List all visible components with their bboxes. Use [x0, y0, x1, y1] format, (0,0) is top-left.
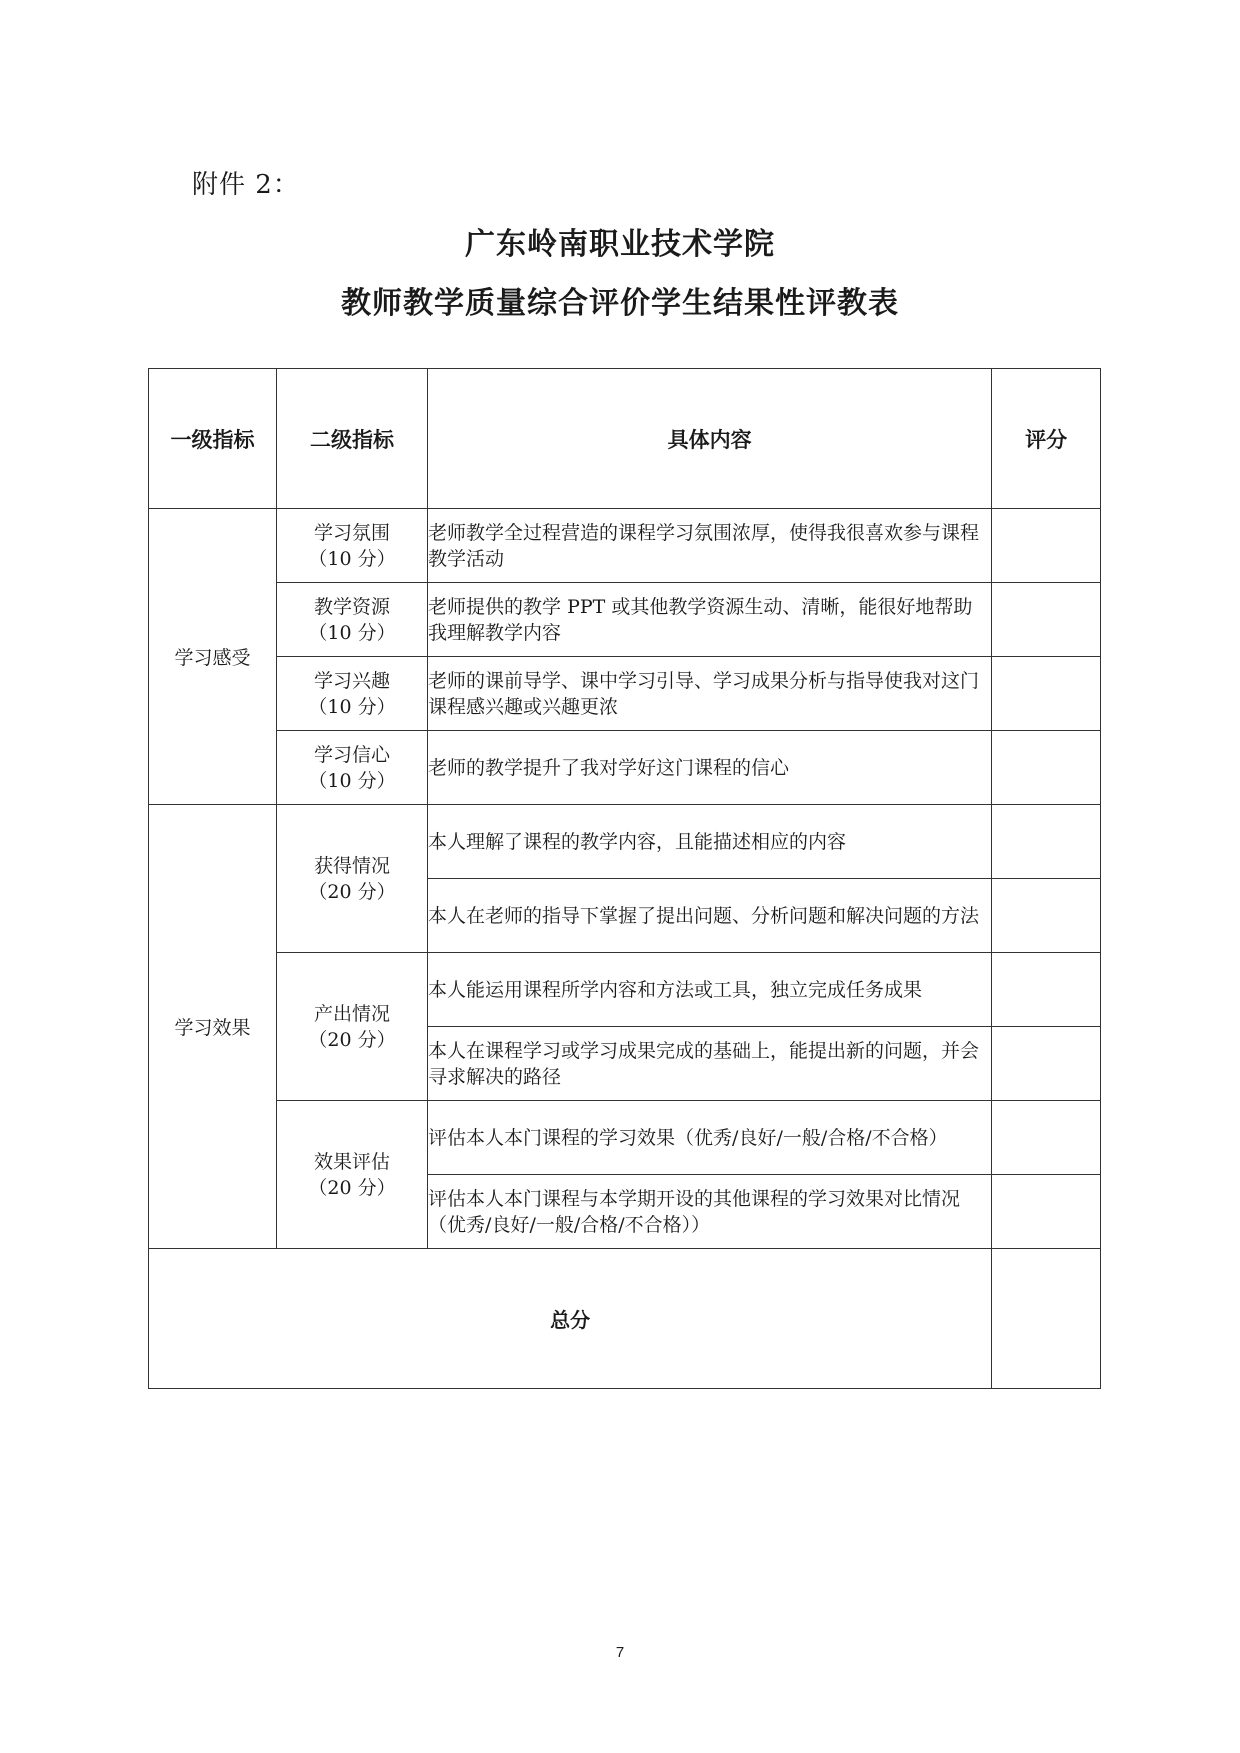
header-content: 具体内容: [428, 369, 992, 509]
table-row: [149, 657, 1101, 731]
table-row: [149, 805, 1101, 879]
level2-name: 学习信心: [313, 743, 390, 766]
content-cell: 老师提供的教学 PPT 或其他教学资源生动、清晰，能很好地帮助我理解教学内容: [428, 583, 992, 657]
score-cell[interactable]: [992, 879, 1101, 953]
level2-points: （20 分）: [308, 880, 396, 903]
form-title: 教师教学质量综合评价学生结果性评教表: [341, 286, 899, 321]
content-cell: 本人能运用课程所学内容和方法或工具，独立完成任务成果: [428, 953, 992, 1027]
score-cell[interactable]: [992, 657, 1101, 731]
institution-title: 广东岭南职业技术学院: [465, 227, 775, 262]
level2-points: （20 分）: [308, 1176, 396, 1199]
level2-name: 产出情况: [313, 1002, 390, 1025]
level2-name: 效果评估: [313, 1150, 390, 1173]
total-label: 总分: [149, 1249, 992, 1389]
content-cell: 评估本人本门课程的学习效果（优秀/良好/一般/合格/不合格）: [428, 1101, 992, 1175]
header-level2: 二级指标: [276, 369, 427, 509]
content-cell: 本人在课程学习或学习成果完成的基础上，能提出新的问题，并会寻求解决的路径: [428, 1027, 992, 1101]
level1-cell: 学习感受: [149, 509, 277, 805]
page-number: 7: [615, 1644, 625, 1661]
level2-name: 学习兴趣: [313, 669, 390, 692]
score-cell[interactable]: [992, 805, 1101, 879]
level2-cell: [276, 509, 427, 583]
score-cell[interactable]: [992, 1101, 1101, 1175]
level2-name: 学习氛围: [313, 521, 390, 544]
score-cell[interactable]: [992, 1027, 1101, 1101]
level2-cell: [276, 1101, 427, 1249]
table-row: [149, 583, 1101, 657]
level2-points: （10 分）: [308, 621, 396, 644]
total-row: [149, 1249, 1101, 1389]
content-cell: 本人理解了课程的教学内容，且能描述相应的内容: [428, 805, 992, 879]
level2-points: （20 分）: [308, 1028, 396, 1051]
level2-name: 教学资源: [313, 595, 390, 618]
content-cell: 老师的课前导学、课中学习引导、学习成果分析与指导使我对这门课程感兴趣或兴趣更浓: [428, 657, 992, 731]
level2-cell: [276, 953, 427, 1101]
total-score-cell[interactable]: [992, 1249, 1101, 1389]
score-cell[interactable]: [992, 583, 1101, 657]
score-cell[interactable]: [992, 1175, 1101, 1249]
content-cell: 本人在老师的指导下掌握了提出问题、分析问题和解决问题的方法: [428, 879, 992, 953]
table-row: [149, 509, 1101, 583]
content-cell: 老师的教学提升了我对学好这门课程的信心: [428, 731, 992, 805]
level2-cell: [276, 583, 427, 657]
level2-points: （10 分）: [308, 547, 396, 570]
level2-points: （10 分）: [308, 695, 396, 718]
level2-name: 获得情况: [313, 854, 390, 877]
content-cell: 评估本人本门课程与本学期开设的其他课程的学习效果对比情况（优秀/良好/一般/合格/不合格））: [428, 1175, 992, 1249]
content-cell: 老师教学全过程营造的课程学习氛围浓厚，使得我很喜欢参与课程教学活动: [428, 509, 992, 583]
score-cell[interactable]: [992, 953, 1101, 1027]
table-header-row: [149, 369, 1101, 509]
header-level1: 一级指标: [149, 369, 277, 509]
table-row: [149, 1101, 1101, 1175]
evaluation-table: [148, 368, 1101, 1389]
level2-cell: [276, 657, 427, 731]
level1-cell: 学习效果: [149, 805, 277, 1249]
table-row: [149, 731, 1101, 805]
table-row: [149, 953, 1101, 1027]
header-score: 评分: [992, 369, 1101, 509]
level2-cell: [276, 805, 427, 953]
level2-cell: [276, 731, 427, 805]
level2-points: （10 分）: [308, 769, 396, 792]
score-cell[interactable]: [992, 509, 1101, 583]
score-cell[interactable]: [992, 731, 1101, 805]
attachment-label: 附件 2：: [192, 170, 300, 200]
